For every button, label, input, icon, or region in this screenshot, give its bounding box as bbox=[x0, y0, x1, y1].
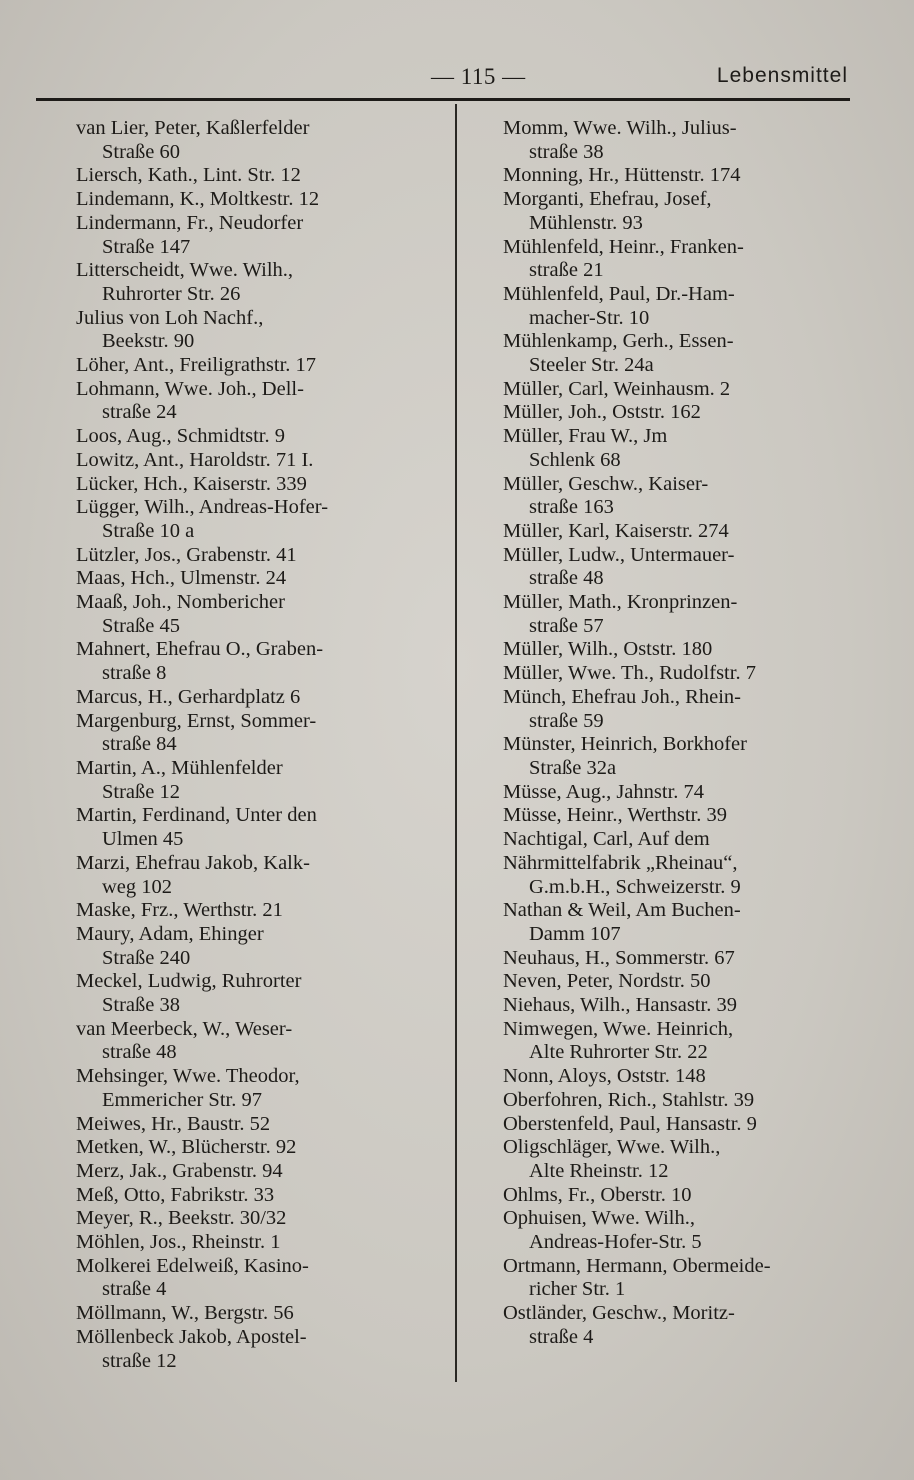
entry-name-line: Ortmann, Hermann, Obermeide- bbox=[503, 1254, 771, 1277]
entry-name-line: Lindemann, K., Moltkestr. 12 bbox=[76, 188, 320, 211]
entry-address-line: Mühlenstr. 93 bbox=[529, 211, 643, 234]
entry-name-line: Mahnert, Ehefrau O., Graben- bbox=[76, 638, 324, 661]
directory-entry bbox=[503, 117, 859, 164]
directory-entry bbox=[503, 970, 859, 994]
directory-entry bbox=[503, 164, 859, 188]
entry-name-line: Oligschläger, Wwe. Wilh., bbox=[503, 1136, 721, 1159]
directory-entry bbox=[503, 994, 859, 1018]
entry-name-line: Löher, Ant., Freiligrathstr. 17 bbox=[76, 354, 317, 377]
entry-name-line: Maas, Hch., Ulmenstr. 24 bbox=[76, 567, 287, 590]
entry-address-line: richer Str. 1 bbox=[529, 1278, 626, 1301]
directory-entry bbox=[76, 164, 432, 188]
directory-entry bbox=[76, 1113, 432, 1137]
directory-entry bbox=[76, 591, 432, 638]
entry-address-line: straße 8 bbox=[102, 662, 167, 685]
directory-entry bbox=[503, 544, 859, 591]
directory-entry bbox=[76, 899, 432, 923]
entry-address-line: straße 12 bbox=[102, 1349, 177, 1372]
entry-name-line: Müller, Joh., Oststr. 162 bbox=[503, 401, 701, 424]
entry-address-line: straße 21 bbox=[529, 259, 604, 282]
directory-entry bbox=[503, 520, 859, 544]
entry-name-line: Margenburg, Ernst, Sommer- bbox=[76, 709, 317, 732]
entry-address-line: straße 59 bbox=[529, 709, 604, 732]
entry-name-line: Lohmann, Wwe. Joh., Dell- bbox=[76, 377, 304, 400]
directory-entry bbox=[503, 1302, 859, 1349]
entry-name-line: Münch, Ehefrau Joh., Rhein- bbox=[503, 685, 741, 708]
entry-name-line: Ophuisen, Wwe. Wilh., bbox=[503, 1207, 696, 1230]
entry-name-line: Neuhaus, H., Sommerstr. 67 bbox=[503, 946, 735, 969]
directory-entry bbox=[76, 212, 432, 259]
directory-entry bbox=[503, 378, 859, 402]
directory-entry bbox=[76, 1231, 432, 1255]
directory-entry bbox=[503, 473, 859, 520]
entry-name-line: Martin, Ferdinand, Unter den bbox=[76, 804, 317, 827]
directory-entry bbox=[503, 852, 859, 899]
entry-address-line: straße 48 bbox=[529, 567, 604, 590]
entry-name-line: Litterscheidt, Wwe. Wilh., bbox=[76, 259, 294, 282]
entry-address-line: straße 163 bbox=[529, 496, 614, 519]
entry-address-line: straße 4 bbox=[102, 1278, 167, 1301]
entry-name-line: Marzi, Ehefrau Jakob, Kalk- bbox=[76, 851, 310, 874]
entry-name-line: Maury, Adam, Ehinger bbox=[76, 922, 264, 945]
directory-entry bbox=[503, 1255, 859, 1302]
entry-name-line: Meckel, Ludwig, Ruhrorter bbox=[76, 970, 302, 993]
directory-entry bbox=[503, 283, 859, 330]
directory-entry bbox=[503, 781, 859, 805]
header-rule bbox=[36, 98, 850, 101]
directory-entry bbox=[76, 188, 432, 212]
entry-name-line: Molkerei Edelweiß, Kasino- bbox=[76, 1254, 309, 1277]
entry-address-line: Straße 45 bbox=[102, 614, 180, 637]
entry-name-line: Oberstenfeld, Paul, Hansastr. 9 bbox=[503, 1112, 757, 1135]
directory-entry bbox=[76, 1136, 432, 1160]
entry-name-line: Müsse, Heinr., Werthstr. 39 bbox=[503, 804, 728, 827]
entry-name-line: Müller, Wwe. Th., Rudolfstr. 7 bbox=[503, 662, 756, 685]
entry-name-line: Nachtigal, Carl, Auf dem bbox=[503, 828, 710, 851]
right-column bbox=[503, 117, 859, 1350]
entry-name-line: Ostländer, Geschw., Moritz- bbox=[503, 1302, 735, 1325]
entry-address-line: weg 102 bbox=[102, 875, 173, 898]
directory-entry bbox=[503, 828, 859, 852]
entry-name-line: Nährmittelfabrik „Rheinau“, bbox=[503, 851, 738, 874]
entry-name-line: Loos, Aug., Schmidtstr. 9 bbox=[76, 425, 286, 448]
entry-name-line: Mühlenfeld, Heinr., Franken- bbox=[503, 235, 744, 258]
entry-address-line: Alte Ruhrorter Str. 22 bbox=[529, 1041, 708, 1064]
directory-entry bbox=[76, 923, 432, 970]
entry-address-line: Ruhrorter Str. 26 bbox=[102, 282, 241, 305]
entry-name-line: Müller, Frau W., Jm bbox=[503, 425, 668, 448]
entry-name-line: Mehsinger, Wwe. Theodor, bbox=[76, 1065, 300, 1088]
directory-entry bbox=[76, 496, 432, 543]
entry-address-line: straße 24 bbox=[102, 401, 177, 424]
directory-entry bbox=[503, 236, 859, 283]
directory-entry bbox=[503, 591, 859, 638]
directory-entry bbox=[76, 307, 432, 354]
directory-entry bbox=[76, 1207, 432, 1231]
entry-name-line: Möhlen, Jos., Rheinstr. 1 bbox=[76, 1231, 281, 1254]
entry-address-line: Beekstr. 90 bbox=[102, 330, 195, 353]
directory-entry bbox=[503, 804, 859, 828]
directory-entry bbox=[503, 947, 859, 971]
entry-name-line: Müller, Wilh., Oststr. 180 bbox=[503, 638, 713, 661]
entry-name-line: Mühlenkamp, Gerh., Essen- bbox=[503, 330, 734, 353]
entry-address-line: Straße 240 bbox=[102, 946, 191, 969]
directory-entry bbox=[503, 425, 859, 472]
directory-entry bbox=[503, 401, 859, 425]
entry-name-line: Möllenbeck Jakob, Apostel- bbox=[76, 1325, 307, 1348]
entry-name-line: Merz, Jak., Grabenstr. 94 bbox=[76, 1159, 283, 1182]
directory-entry bbox=[503, 330, 859, 377]
directory-entry bbox=[503, 188, 859, 235]
entry-address-line: Emmericher Str. 97 bbox=[102, 1088, 262, 1111]
directory-entry bbox=[76, 852, 432, 899]
entry-name-line: Liersch, Kath., Lint. Str. 12 bbox=[76, 164, 301, 187]
entry-name-line: Mühlenfeld, Paul, Dr.-Ham- bbox=[503, 282, 735, 305]
entry-name-line: Müller, Geschw., Kaiser- bbox=[503, 472, 709, 495]
entry-address-line: Steeler Str. 24a bbox=[529, 354, 654, 377]
entry-name-line: Metken, W., Blücherstr. 92 bbox=[76, 1136, 297, 1159]
entry-name-line: Nathan & Weil, Am Buchen- bbox=[503, 899, 741, 922]
entry-name-line: Müller, Math., Kronprinzen- bbox=[503, 591, 738, 614]
directory-entry bbox=[503, 733, 859, 780]
directory-entry bbox=[76, 638, 432, 685]
entry-address-line: Schlenk 68 bbox=[529, 448, 621, 471]
entry-address-line: straße 4 bbox=[529, 1325, 594, 1348]
left-column bbox=[76, 117, 432, 1373]
entry-name-line: Müller, Carl, Weinhausm. 2 bbox=[503, 377, 731, 400]
entry-address-line: Straße 147 bbox=[102, 235, 191, 258]
directory-entry bbox=[76, 1160, 432, 1184]
entry-name-line: Momm, Wwe. Wilh., Julius- bbox=[503, 117, 737, 139]
entry-address-line: Andreas-Hofer-Str. 5 bbox=[529, 1231, 702, 1254]
entry-name-line: Neven, Peter, Nordstr. 50 bbox=[503, 970, 711, 993]
directory-entry bbox=[503, 1065, 859, 1089]
entry-address-line: Straße 32a bbox=[529, 756, 617, 779]
directory-entry bbox=[76, 1255, 432, 1302]
column-divider bbox=[455, 104, 457, 1382]
directory-entry bbox=[503, 1113, 859, 1137]
entry-name-line: Martin, A., Mühlenfelder bbox=[76, 756, 283, 779]
directory-entry bbox=[76, 425, 432, 449]
directory-entry bbox=[503, 1136, 859, 1183]
entry-address-line: macher-Str. 10 bbox=[529, 306, 650, 329]
directory-entry bbox=[76, 1302, 432, 1326]
entry-name-line: van Meerbeck, W., Weser- bbox=[76, 1017, 293, 1040]
entry-address-line: Alte Rheinstr. 12 bbox=[529, 1159, 669, 1182]
entry-name-line: Maaß, Joh., Nombericher bbox=[76, 591, 285, 614]
directory-entry bbox=[76, 449, 432, 473]
entry-address-line: Straße 12 bbox=[102, 780, 180, 803]
entry-name-line: Müller, Ludw., Untermauer- bbox=[503, 543, 735, 566]
entry-name-line: Müsse, Aug., Jahnstr. 74 bbox=[503, 780, 705, 803]
directory-entry bbox=[76, 259, 432, 306]
entry-address-line: Straße 38 bbox=[102, 994, 180, 1017]
entry-address-line: straße 38 bbox=[529, 140, 604, 163]
directory-entry bbox=[503, 662, 859, 686]
directory-entry bbox=[503, 1184, 859, 1208]
directory-entry bbox=[76, 544, 432, 568]
entry-name-line: Julius von Loh Nachf., bbox=[76, 306, 264, 329]
entry-name-line: Lücker, Hch., Kaiserstr. 339 bbox=[76, 472, 307, 495]
directory-entry bbox=[503, 1089, 859, 1113]
entry-name-line: Nimwegen, Wwe. Heinrich, bbox=[503, 1017, 734, 1040]
entry-name-line: Marcus, H., Gerhardplatz 6 bbox=[76, 685, 301, 708]
directory-entry bbox=[76, 686, 432, 710]
entry-name-line: Lindermann, Fr., Neudorfer bbox=[76, 211, 304, 234]
entry-name-line: Niehaus, Wilh., Hansastr. 39 bbox=[503, 994, 737, 1017]
entry-name-line: Ohlms, Fr., Oberstr. 10 bbox=[503, 1183, 692, 1206]
entry-name-line: Monning, Hr., Hüttenstr. 174 bbox=[503, 164, 741, 187]
directory-entry bbox=[76, 1065, 432, 1112]
directory-entry bbox=[503, 638, 859, 662]
directory-entry bbox=[76, 710, 432, 757]
directory-entry bbox=[503, 899, 859, 946]
directory-entry bbox=[76, 378, 432, 425]
entry-name-line: Meyer, R., Beekstr. 30/32 bbox=[76, 1207, 287, 1230]
entry-address-line: G.m.b.H., Schweizerstr. 9 bbox=[529, 875, 741, 898]
entry-address-line: straße 57 bbox=[529, 614, 604, 637]
directory-entry bbox=[76, 473, 432, 497]
directory-entry bbox=[76, 354, 432, 378]
directory-entry bbox=[76, 1326, 432, 1373]
entry-name-line: Morganti, Ehefrau, Josef, bbox=[503, 188, 712, 211]
page-header bbox=[36, 62, 850, 96]
entry-name-line: Münster, Heinrich, Borkhofer bbox=[503, 733, 747, 756]
page-number: — 115 — bbox=[431, 64, 526, 89]
entry-address-line: Damm 107 bbox=[529, 922, 621, 945]
entry-name-line: Oberfohren, Rich., Stahlstr. 39 bbox=[503, 1088, 755, 1111]
entry-address-line: Ulmen 45 bbox=[102, 828, 184, 851]
entry-address-line: straße 84 bbox=[102, 733, 177, 756]
entry-name-line: Lützler, Jos., Grabenstr. 41 bbox=[76, 543, 297, 566]
directory-entry bbox=[76, 1018, 432, 1065]
entry-name-line: Maske, Frz., Werthstr. 21 bbox=[76, 899, 283, 922]
entry-address-line: Straße 60 bbox=[102, 140, 180, 163]
directory-entry bbox=[503, 1018, 859, 1065]
section-title: Lebensmittel bbox=[716, 64, 848, 87]
entry-name-line: van Lier, Peter, Kaßlerfelder bbox=[76, 117, 310, 139]
entry-name-line: Meiwes, Hr., Baustr. 52 bbox=[76, 1112, 271, 1135]
directory-entry bbox=[76, 1184, 432, 1208]
directory-entry bbox=[76, 117, 432, 164]
directory-entry bbox=[503, 1207, 859, 1254]
entry-name-line: Meß, Otto, Fabrikstr. 33 bbox=[76, 1183, 275, 1206]
entry-name-line: Müller, Karl, Kaiserstr. 274 bbox=[503, 519, 729, 542]
directory-entry bbox=[76, 567, 432, 591]
directory-entry bbox=[76, 757, 432, 804]
entry-address-line: Straße 10 a bbox=[102, 519, 195, 542]
entry-name-line: Nonn, Aloys, Oststr. 148 bbox=[503, 1065, 706, 1088]
entry-name-line: Lowitz, Ant., Haroldstr. 71 I. bbox=[76, 448, 314, 471]
entry-address-line: straße 48 bbox=[102, 1041, 177, 1064]
directory-entry bbox=[76, 804, 432, 851]
entry-name-line: Lügger, Wilh., Andreas-Hofer- bbox=[76, 496, 329, 519]
directory-entry bbox=[503, 686, 859, 733]
directory-entry bbox=[76, 970, 432, 1017]
entry-name-line: Möllmann, W., Bergstr. 56 bbox=[76, 1302, 294, 1325]
